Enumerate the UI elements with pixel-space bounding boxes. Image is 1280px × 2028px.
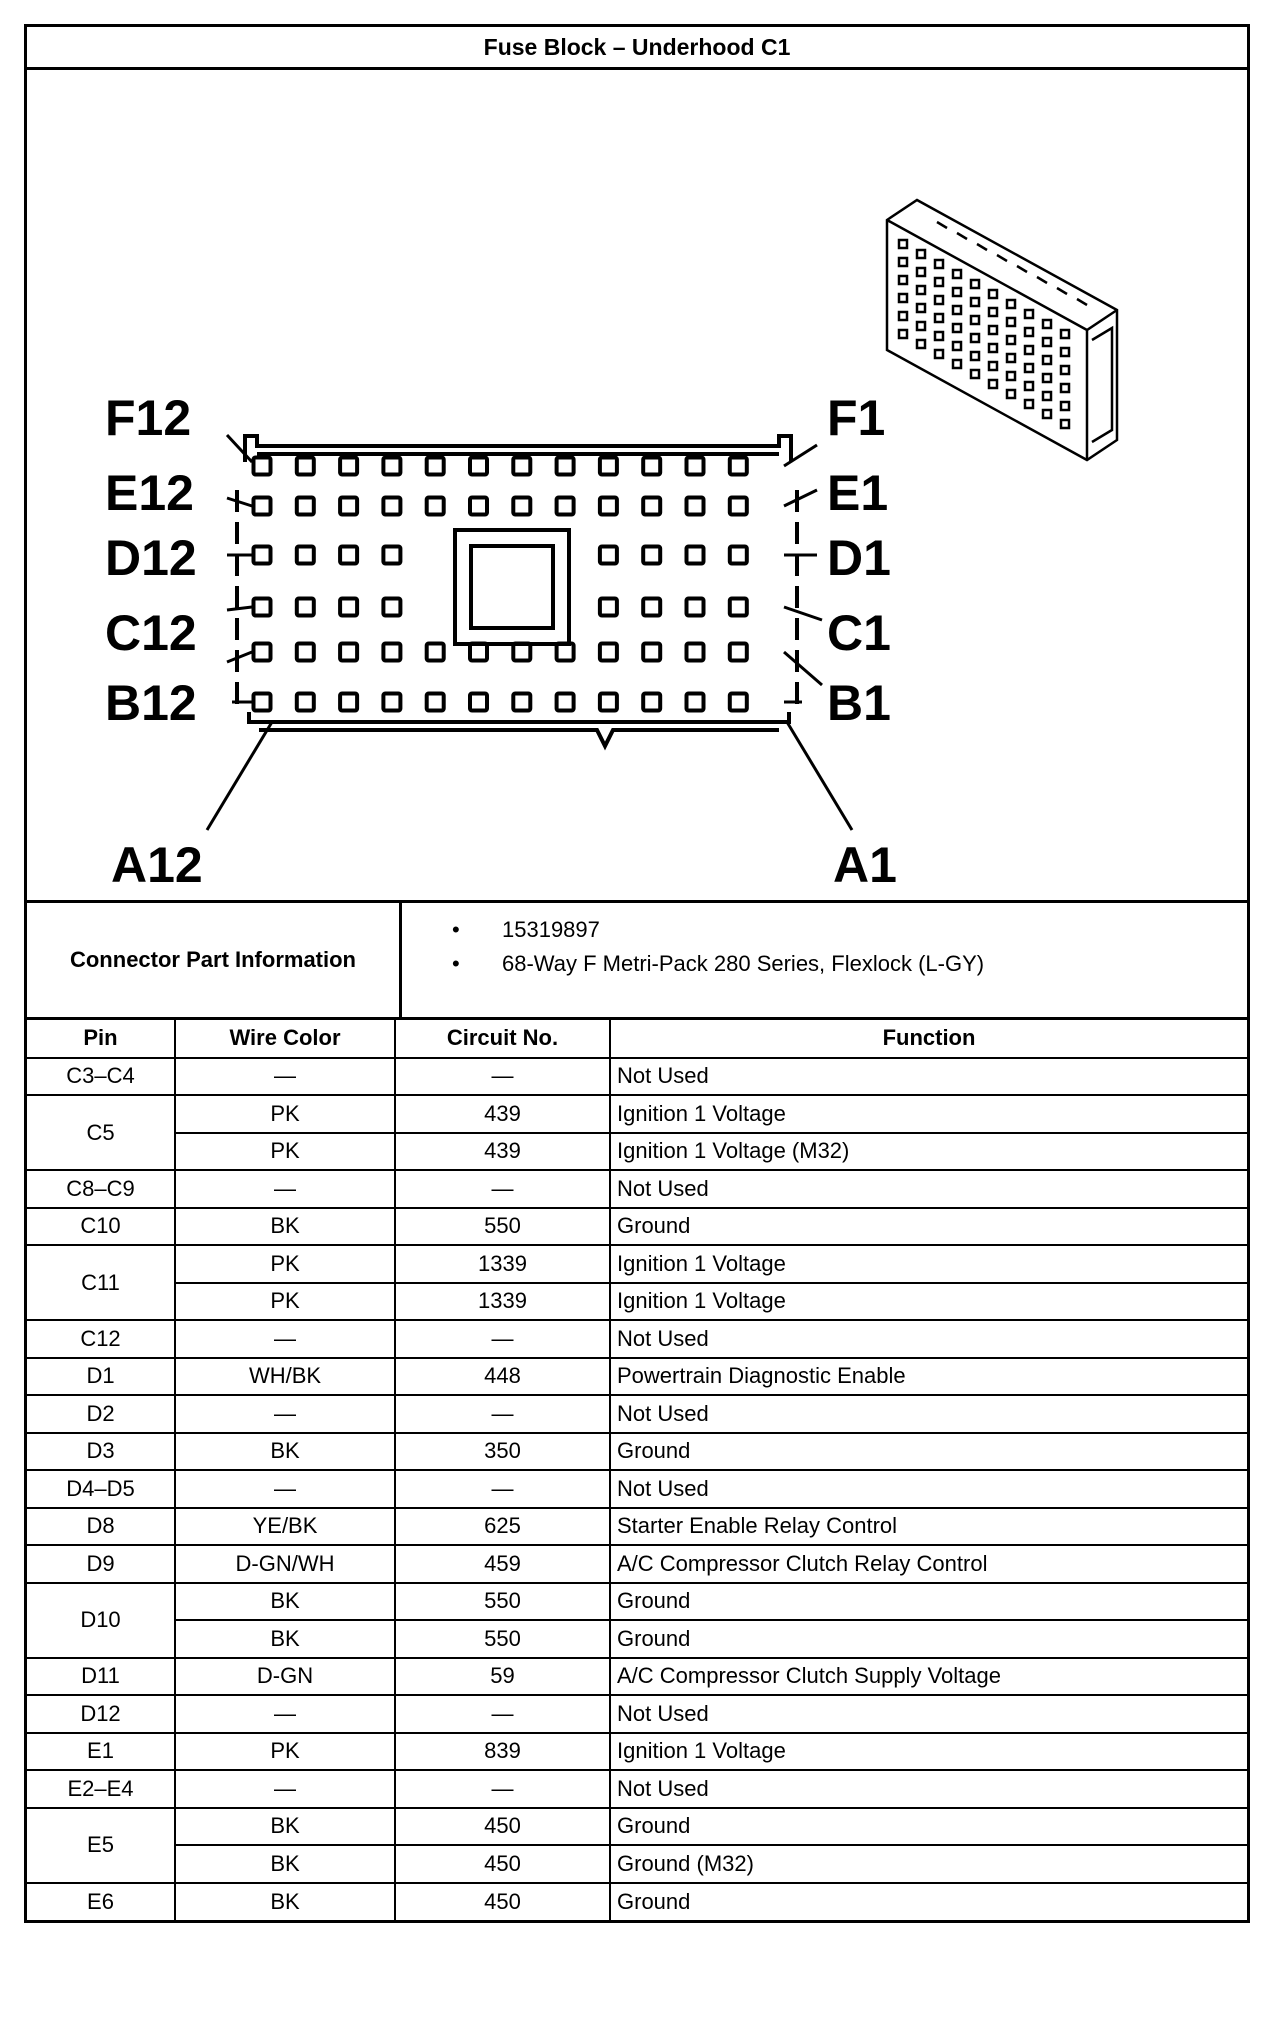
- table-row: [27, 1508, 1247, 1546]
- table-row: [27, 1658, 1247, 1696]
- circuit-cell: 450: [395, 1883, 610, 1921]
- function-cell: Ignition 1 Voltage: [610, 1283, 1247, 1321]
- function-cell: Not Used: [610, 1770, 1247, 1808]
- iso-pin: [1043, 338, 1051, 346]
- pin-cavity: [513, 694, 530, 711]
- pin-cavity: [254, 599, 271, 616]
- circuit-cell: 448: [395, 1358, 610, 1396]
- pin-cavity: [254, 458, 271, 475]
- leader-line: [784, 445, 817, 466]
- pin-cavity: [427, 644, 444, 661]
- function-cell: Ground: [610, 1883, 1247, 1921]
- wire-color-cell: —: [175, 1058, 395, 1096]
- pin-cavity: [383, 547, 400, 564]
- connector-face-icon: [27, 70, 1247, 900]
- pin-label-e12: E12: [105, 465, 194, 521]
- leader-line: [784, 652, 822, 685]
- iso-pin: [1061, 330, 1069, 338]
- wire-color-cell: WH/BK: [175, 1358, 395, 1396]
- iso-latch: [1017, 266, 1027, 272]
- function-cell: Not Used: [610, 1395, 1247, 1433]
- wire-color-cell: BK: [175, 1433, 395, 1471]
- wire-color-cell: PK: [175, 1095, 395, 1133]
- table-row: [27, 1133, 1247, 1171]
- leader-line: [227, 498, 252, 506]
- side-frame: [237, 490, 797, 710]
- table-row: [27, 1283, 1247, 1321]
- table-row: [27, 1095, 1247, 1133]
- pin-cavity: [383, 644, 400, 661]
- pin-cavity: [513, 644, 530, 661]
- circuit-cell: 1339: [395, 1245, 610, 1283]
- iso-pin: [989, 290, 997, 298]
- iso-side: [1092, 328, 1112, 442]
- wire-color-cell: PK: [175, 1283, 395, 1321]
- function-cell: Ignition 1 Voltage: [610, 1095, 1247, 1133]
- pin-cavity: [383, 599, 400, 616]
- pin-cavity: [643, 498, 660, 515]
- iso-pin: [1043, 410, 1051, 418]
- iso-pin: [953, 360, 961, 368]
- table-row: [27, 1770, 1247, 1808]
- pin-cavity: [340, 694, 357, 711]
- circuit-cell: 625: [395, 1508, 610, 1546]
- wire-color-cell: —: [175, 1395, 395, 1433]
- function-cell: Powertrain Diagnostic Enable: [610, 1358, 1247, 1396]
- iso-pin: [989, 326, 997, 334]
- pin-cavity: [470, 498, 487, 515]
- circuit-cell: 439: [395, 1095, 610, 1133]
- iso-pin: [935, 260, 943, 268]
- iso-pin: [935, 314, 943, 322]
- pin-cavity: [643, 694, 660, 711]
- iso-latch: [1057, 288, 1067, 294]
- function-cell: A/C Compressor Clutch Supply Voltage: [610, 1658, 1247, 1696]
- pin-cavity: [254, 498, 271, 515]
- iso-pin: [899, 312, 907, 320]
- iso-pin: [1043, 320, 1051, 328]
- circuit-cell: 550: [395, 1583, 610, 1621]
- leader-line: [787, 722, 852, 830]
- iso-pin: [953, 324, 961, 332]
- pin-label-d1: D1: [827, 530, 891, 586]
- part-number: • 15319897: [452, 913, 1247, 947]
- pin-cavity: [427, 694, 444, 711]
- circuit-cell: —: [395, 1770, 610, 1808]
- iso-pin: [1007, 336, 1015, 344]
- function-cell: Ignition 1 Voltage (M32): [610, 1133, 1247, 1171]
- connector-part-info: [27, 903, 1247, 1020]
- pin-cavity: [730, 599, 747, 616]
- pinout-table-body: [27, 1058, 1247, 1921]
- pin-cavity: [340, 644, 357, 661]
- pin-cavity: [730, 498, 747, 515]
- table-row: [27, 1470, 1247, 1508]
- function-cell: A/C Compressor Clutch Relay Control: [610, 1545, 1247, 1583]
- pin-cavity: [600, 547, 617, 564]
- iso-pin: [989, 344, 997, 352]
- iso-pin: [1007, 300, 1015, 308]
- pin-cavity: [557, 498, 574, 515]
- table-row: [27, 1733, 1247, 1771]
- leader-line: [784, 607, 822, 620]
- pin-cavity: [730, 547, 747, 564]
- circuit-cell: 459: [395, 1545, 610, 1583]
- iso-pin: [1061, 402, 1069, 410]
- iso-pin: [899, 276, 907, 284]
- function-cell: Not Used: [610, 1470, 1247, 1508]
- function-cell: Not Used: [610, 1058, 1247, 1096]
- table-row: [27, 1170, 1247, 1208]
- pin-cavity: [687, 458, 704, 475]
- iso-pin: [935, 278, 943, 286]
- pin-label-d12: D12: [105, 530, 197, 586]
- pin-cell: D11: [27, 1658, 175, 1696]
- pin-cavity: [687, 547, 704, 564]
- iso-pin: [1007, 390, 1015, 398]
- pin-cell: D3: [27, 1433, 175, 1471]
- pin-cavity: [340, 547, 357, 564]
- iso-pin: [953, 288, 961, 296]
- wire-color-cell: YE/BK: [175, 1508, 395, 1546]
- iso-pin: [1043, 392, 1051, 400]
- pin-cavity: [470, 458, 487, 475]
- wire-color-cell: —: [175, 1470, 395, 1508]
- pin-label-e1: E1: [827, 465, 889, 521]
- iso-pin: [989, 308, 997, 316]
- function-cell: Ignition 1 Voltage: [610, 1733, 1247, 1771]
- iso-pin: [971, 352, 979, 360]
- circuit-cell: —: [395, 1170, 610, 1208]
- pin-cavity: [297, 644, 314, 661]
- wire-color-cell: D-GN: [175, 1658, 395, 1696]
- pin-label-a1: A1: [833, 837, 897, 893]
- pinout-table: [27, 1020, 1247, 1920]
- iso-pin: [917, 304, 925, 312]
- leader-line: [227, 435, 252, 462]
- pin-cavity: [557, 644, 574, 661]
- iso-pin: [1061, 384, 1069, 392]
- pin-cavity: [470, 694, 487, 711]
- iso-pin: [1025, 346, 1033, 354]
- table-row: [27, 1883, 1247, 1921]
- wire-color-cell: BK: [175, 1808, 395, 1846]
- iso-latch: [977, 244, 987, 250]
- table-row: [27, 1208, 1247, 1246]
- pin-cavity: [427, 458, 444, 475]
- center-module-inner: [471, 546, 553, 628]
- pin-cavity: [340, 498, 357, 515]
- iso-pin: [917, 268, 925, 276]
- wire-color-cell: —: [175, 1320, 395, 1358]
- pin-cavity: [297, 694, 314, 711]
- pin-cell: D1: [27, 1358, 175, 1396]
- pin-label-c1: C1: [827, 605, 891, 661]
- wire-color-cell: BK: [175, 1883, 395, 1921]
- iso-pin: [1061, 420, 1069, 428]
- circuit-cell: 839: [395, 1733, 610, 1771]
- iso-pin: [899, 294, 907, 302]
- pin-cavity: [254, 547, 271, 564]
- circuit-cell: 439: [395, 1133, 610, 1171]
- connector-description: • 68-Way F Metri-Pack 280 Series, Flexlock (L-GY): [452, 947, 1247, 981]
- pin-cell: C11: [27, 1245, 175, 1320]
- wire-color-cell: PK: [175, 1133, 395, 1171]
- iso-pin: [899, 330, 907, 338]
- connector-3d-icon: [887, 200, 1117, 460]
- iso-pin: [899, 258, 907, 266]
- pin-label-c12: C12: [105, 605, 197, 661]
- pin-cavity: [730, 644, 747, 661]
- pin-cell: C10: [27, 1208, 175, 1246]
- circuit-cell: —: [395, 1320, 610, 1358]
- function-cell: Ground: [610, 1208, 1247, 1246]
- pin-cell: C3–C4: [27, 1058, 175, 1096]
- pin-cavity: [513, 458, 530, 475]
- wire-color-cell: —: [175, 1695, 395, 1733]
- pin-label-f1: F1: [827, 390, 886, 446]
- iso-pin: [1043, 374, 1051, 382]
- table-row: [27, 1620, 1247, 1658]
- iso-pin: [971, 280, 979, 288]
- table-row: [27, 1320, 1247, 1358]
- leader-line: [227, 652, 252, 662]
- pin-cavity: [687, 498, 704, 515]
- pin-cell: D4–D5: [27, 1470, 175, 1508]
- table-row: [27, 1395, 1247, 1433]
- function-cell: Ground: [610, 1808, 1247, 1846]
- pin-cavity: [340, 599, 357, 616]
- wire-color-cell: BK: [175, 1620, 395, 1658]
- wire-color-cell: PK: [175, 1245, 395, 1283]
- pin-label-a12: A12: [111, 837, 203, 893]
- pin-cell: D10: [27, 1583, 175, 1658]
- pin-cell: D8: [27, 1508, 175, 1546]
- pin-cavity: [427, 498, 444, 515]
- iso-latch: [957, 233, 967, 239]
- table-row: [27, 1358, 1247, 1396]
- pin-cavity: [297, 599, 314, 616]
- pin-cell: D9: [27, 1545, 175, 1583]
- circuit-cell: 550: [395, 1208, 610, 1246]
- pin-cavity: [643, 547, 660, 564]
- pin-cavity: [600, 644, 617, 661]
- page-title: Fuse Block – Underhood C1: [27, 27, 1247, 70]
- pin-cavity: [383, 694, 400, 711]
- pin-cavity: [600, 498, 617, 515]
- function-cell: Starter Enable Relay Control: [610, 1508, 1247, 1546]
- pin-cavity: [297, 498, 314, 515]
- iso-pin: [953, 270, 961, 278]
- table-row: [27, 1545, 1247, 1583]
- iso-pin: [1025, 400, 1033, 408]
- wire-color-cell: —: [175, 1770, 395, 1808]
- iso-latch: [1037, 277, 1047, 283]
- pin-label-b12: B12: [105, 675, 197, 731]
- table-row: [27, 1845, 1247, 1883]
- iso-pin: [917, 250, 925, 258]
- pin-cell: C12: [27, 1320, 175, 1358]
- pin-cavity: [297, 547, 314, 564]
- function-cell: Not Used: [610, 1320, 1247, 1358]
- connector-info-label: Connector Part Information: [27, 903, 402, 1017]
- iso-pin: [953, 306, 961, 314]
- pin-cavity: [383, 458, 400, 475]
- iso-pin: [1061, 348, 1069, 356]
- pin-cell: E6: [27, 1883, 175, 1921]
- function-cell: Not Used: [610, 1695, 1247, 1733]
- iso-pin: [935, 350, 943, 358]
- wire-color-cell: BK: [175, 1583, 395, 1621]
- pin-cavity: [513, 498, 530, 515]
- iso-pin: [1025, 382, 1033, 390]
- pin-cavity: [687, 599, 704, 616]
- iso-pin: [917, 286, 925, 294]
- pin-label-b1: B1: [827, 675, 891, 731]
- pin-cavity: [730, 694, 747, 711]
- iso-pin: [1025, 364, 1033, 372]
- iso-pin: [1007, 318, 1015, 326]
- pin-cell: E5: [27, 1808, 175, 1883]
- iso-pin: [935, 296, 943, 304]
- table-row: [27, 1433, 1247, 1471]
- header-wire-color: Wire Color: [175, 1020, 395, 1058]
- pin-cell: C8–C9: [27, 1170, 175, 1208]
- iso-pin: [971, 316, 979, 324]
- wire-color-cell: PK: [175, 1733, 395, 1771]
- pin-cell: E2–E4: [27, 1770, 175, 1808]
- pin-cavity: [600, 458, 617, 475]
- pin-cell: D2: [27, 1395, 175, 1433]
- iso-latch: [937, 222, 947, 228]
- function-cell: Ground: [610, 1620, 1247, 1658]
- iso-pin: [917, 322, 925, 330]
- iso-pin: [1043, 356, 1051, 364]
- circuit-cell: 1339: [395, 1283, 610, 1321]
- pin-cavity: [643, 599, 660, 616]
- pin-cell: D12: [27, 1695, 175, 1733]
- pin-cavity: [730, 458, 747, 475]
- connector-info-list: [402, 903, 1247, 1017]
- circuit-cell: 59: [395, 1658, 610, 1696]
- pin-cavity: [254, 644, 271, 661]
- table-row: [27, 1808, 1247, 1846]
- leader-line: [207, 722, 272, 830]
- circuit-cell: —: [395, 1695, 610, 1733]
- pin-label-f12: F12: [105, 390, 192, 446]
- header-function: Function: [610, 1020, 1247, 1058]
- connector-figure: [27, 70, 1247, 903]
- pin-cavity: [643, 644, 660, 661]
- table-row: [27, 1583, 1247, 1621]
- table-header-row: [27, 1020, 1247, 1058]
- pin-cavity: [383, 498, 400, 515]
- function-cell: Ground (M32): [610, 1845, 1247, 1883]
- iso-pin: [899, 240, 907, 248]
- pin-cavity: [470, 644, 487, 661]
- function-cell: Ground: [610, 1583, 1247, 1621]
- iso-pin: [935, 332, 943, 340]
- pin-cavity: [643, 458, 660, 475]
- leader-line: [784, 490, 817, 506]
- iso-pin: [971, 370, 979, 378]
- table-row: [27, 1058, 1247, 1096]
- iso-latch: [997, 255, 1007, 261]
- pin-cavity: [557, 694, 574, 711]
- iso-pin: [989, 380, 997, 388]
- circuit-cell: 450: [395, 1808, 610, 1846]
- iso-pin: [1007, 354, 1015, 362]
- iso-pin: [1007, 372, 1015, 380]
- bottom-rail: [249, 712, 789, 722]
- function-cell: Ignition 1 Voltage: [610, 1245, 1247, 1283]
- pin-cavity: [687, 694, 704, 711]
- circuit-cell: 350: [395, 1433, 610, 1471]
- leader-line: [227, 607, 252, 610]
- function-cell: Not Used: [610, 1170, 1247, 1208]
- wire-color-cell: D-GN/WH: [175, 1545, 395, 1583]
- pin-cell: C5: [27, 1095, 175, 1170]
- iso-pin: [971, 298, 979, 306]
- pin-cavity: [600, 694, 617, 711]
- header-circuit-no: Circuit No.: [395, 1020, 610, 1058]
- iso-pin: [1025, 328, 1033, 336]
- iso-latch: [1077, 299, 1087, 305]
- pin-cavity: [254, 694, 271, 711]
- circuit-cell: —: [395, 1395, 610, 1433]
- connector-sheet: [24, 24, 1250, 1923]
- iso-pin: [917, 340, 925, 348]
- circuit-cell: 450: [395, 1845, 610, 1883]
- wire-color-cell: BK: [175, 1845, 395, 1883]
- iso-pin: [971, 334, 979, 342]
- header-pin: Pin: [27, 1020, 175, 1058]
- circuit-cell: —: [395, 1470, 610, 1508]
- function-cell: Ground: [610, 1433, 1247, 1471]
- wire-color-cell: —: [175, 1170, 395, 1208]
- pin-cavity: [297, 458, 314, 475]
- iso-pin: [989, 362, 997, 370]
- table-row: [27, 1695, 1247, 1733]
- circuit-cell: —: [395, 1058, 610, 1096]
- table-row: [27, 1245, 1247, 1283]
- bottom-rail-key: [259, 730, 779, 746]
- pin-cavity: [600, 599, 617, 616]
- wire-color-cell: BK: [175, 1208, 395, 1246]
- circuit-cell: 550: [395, 1620, 610, 1658]
- iso-pin: [1025, 310, 1033, 318]
- iso-pin: [953, 342, 961, 350]
- iso-pin: [1061, 366, 1069, 374]
- pin-cavity: [340, 458, 357, 475]
- pin-cavity: [687, 644, 704, 661]
- pin-cavity: [557, 458, 574, 475]
- pin-cell: E1: [27, 1733, 175, 1771]
